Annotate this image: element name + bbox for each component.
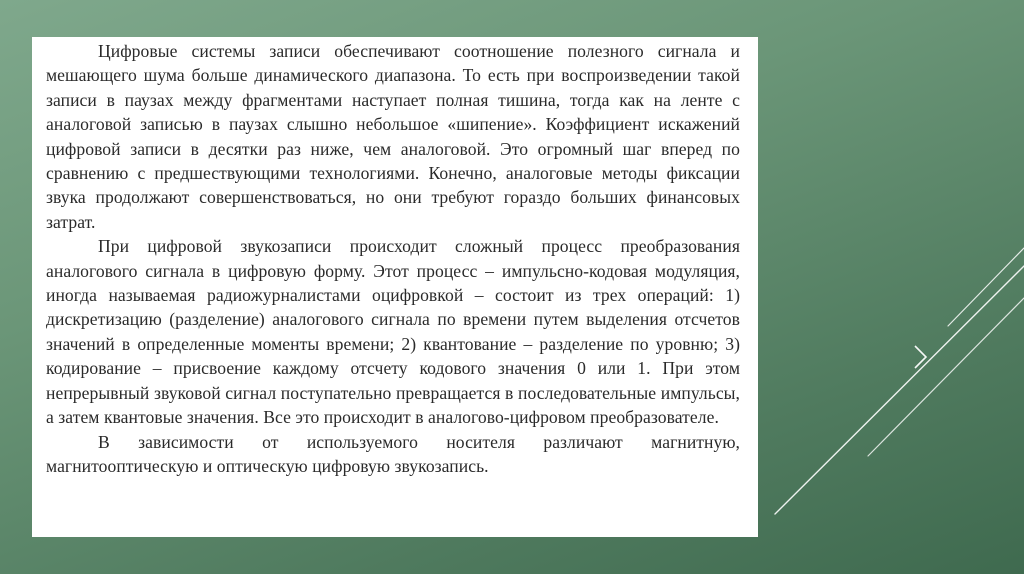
paragraph-3: В зависимости от используемого носителя различают магнитную, магнитооптическую и оптическую цифровую звукозапись. bbox=[46, 431, 740, 476]
deco-line-3 bbox=[868, 298, 1024, 456]
paragraph-2: При цифровой звукозаписи происходит сложный процесс преобразования аналогового сигнала в цифровую форму. Этот процесс – импульсно-кодовая модуляция, иногда называемая радиожурналистами оцифровкой – состоит из трех операций: 1) дискретизацию (разделение) аналогового сигнала по времени путем выделения отсчетов значений в определенные моменты времени; 2) квантование – разделение по уровню; 3) кодирование – присвоение каждому отсчету кодового значения 0 или 1. При этом непрерывный звуковой сигнал поступательно превращается в последовательные импульсы, а затем квантовые значения. Все это происходит в аналогово-цифровом преобразователе. bbox=[46, 236, 740, 428]
deco-line-2 bbox=[775, 266, 1024, 514]
deco-line-1 bbox=[948, 248, 1024, 326]
paragraph-1: Цифровые системы записи обеспечивают соотношение полезного сигнала и мешающего шума больше динамического диапазона. То есть при воспроизведении такой записи в паузах между фрагментами наступает полная тишина, тогда как на ленте с аналоговой записью в паузах слышно небольшое «шипение». Коэффициент искажений цифровой записи в десятки раз ниже, чем аналоговой. Это огромный шаг вперед по сравнению с предшествующими технологиями. Конечно, аналоговые методы фиксации звука продолжают совершенствоваться, но они требуют гораздо больших финансовых затрат. bbox=[46, 41, 740, 232]
text-panel bbox=[32, 37, 758, 537]
chevron-right-icon bbox=[915, 346, 926, 368]
